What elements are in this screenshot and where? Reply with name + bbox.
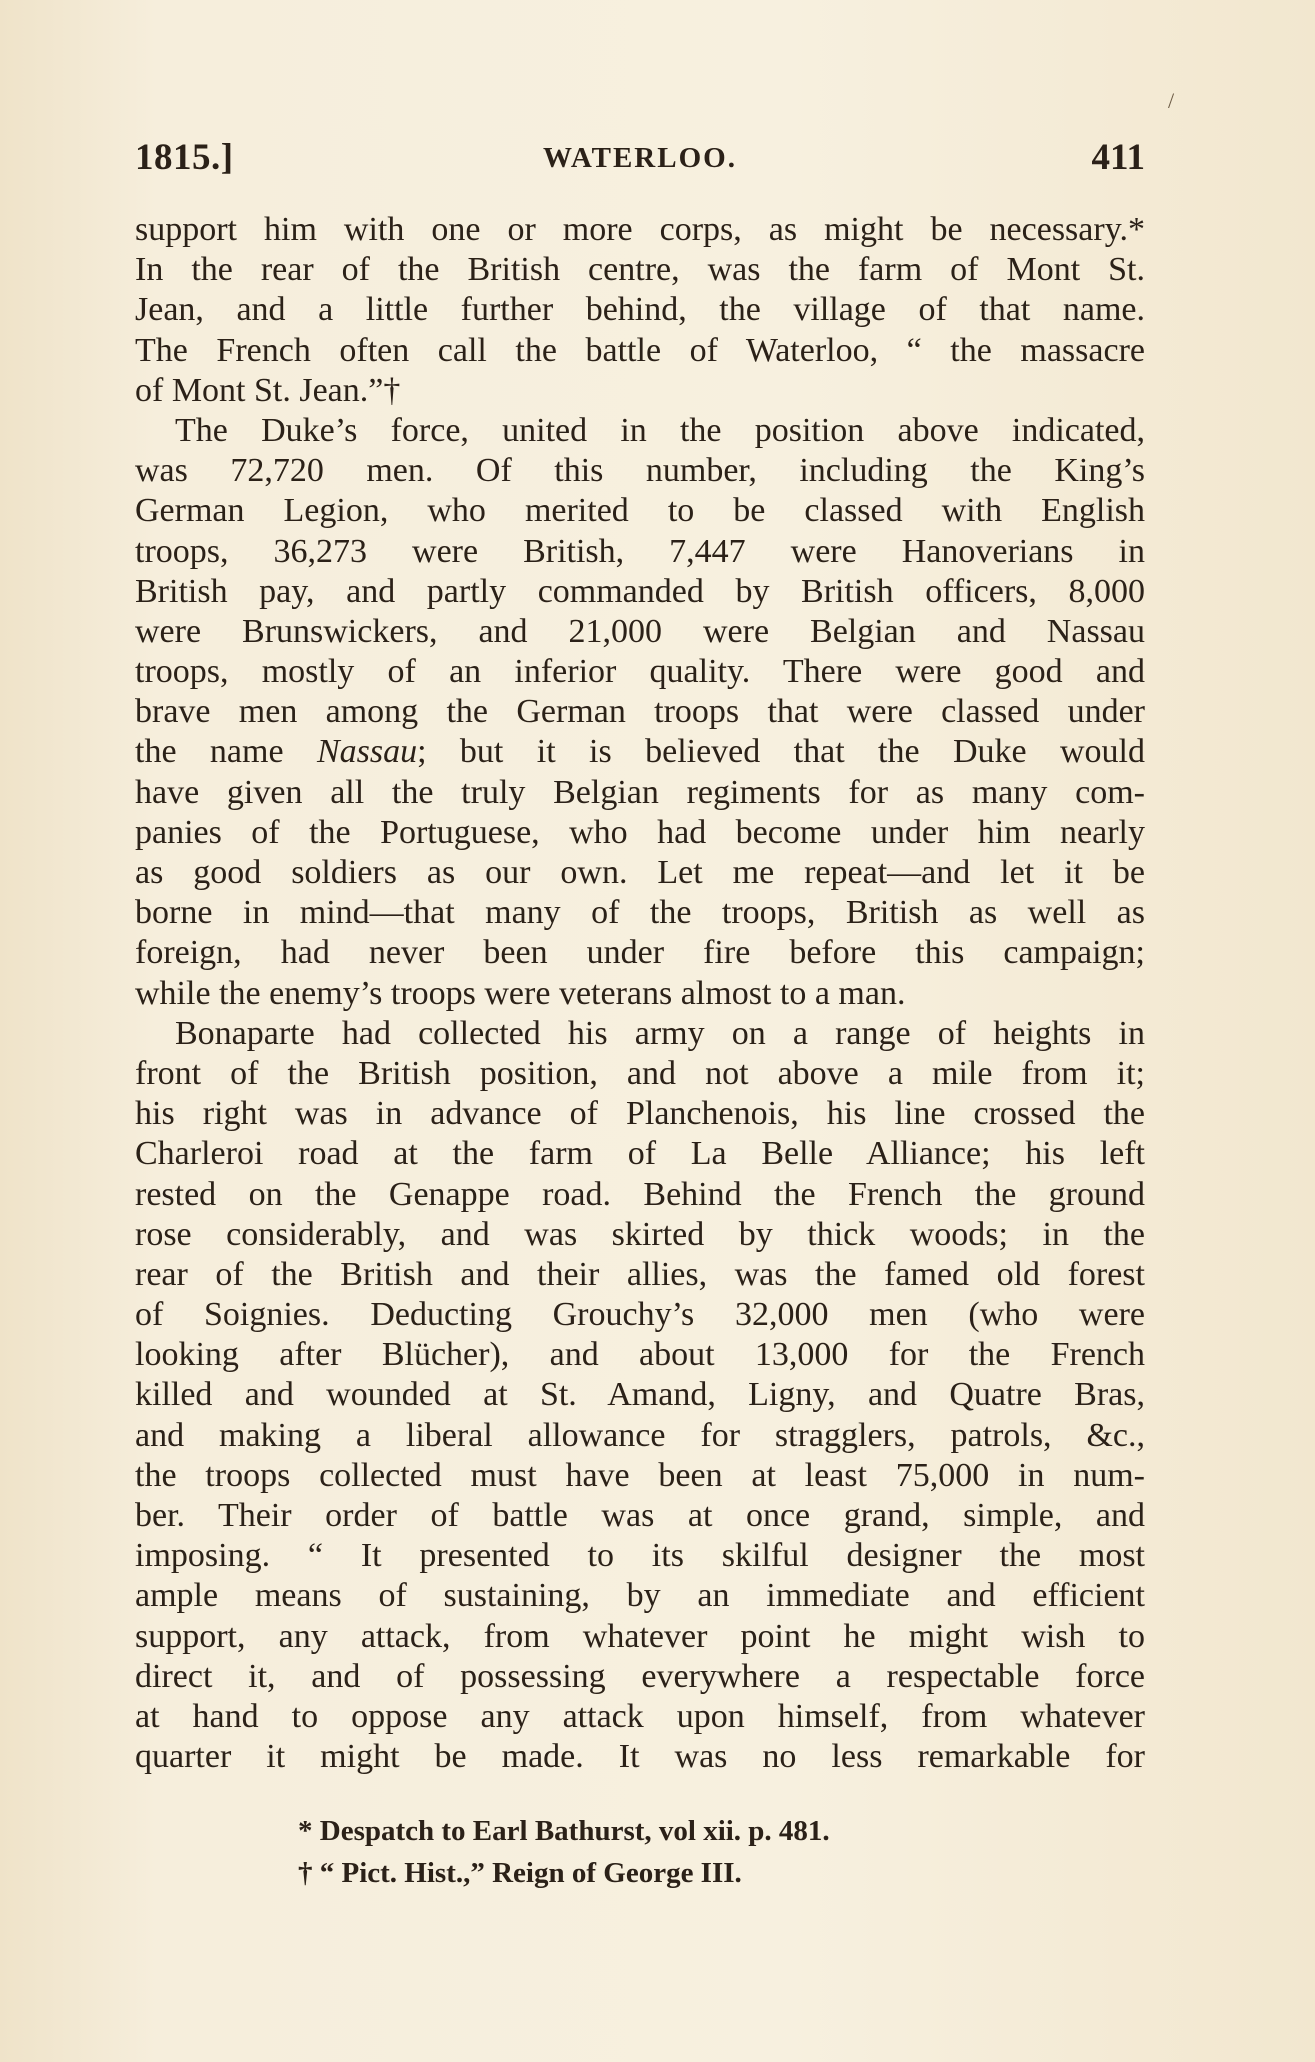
- text-line: at hand to oppose any attack upon himself, from whatever: [135, 1697, 1145, 1735]
- margin-mark: /: [1168, 88, 1175, 113]
- text-line: rear of the British and their allies, was the famed old forest: [135, 1255, 1145, 1293]
- text-line: rose considerably, and was skirted by thick woods; in the: [135, 1215, 1145, 1253]
- text-line: looking after Blücher), and about 13,000 for the French: [135, 1336, 1145, 1374]
- text-line: of Soignies. Deducting Grouchy’s 32,000 men (who were: [135, 1296, 1145, 1334]
- text-line: imposing. “ It presented to its skilful designer the most: [135, 1537, 1145, 1575]
- text-line: Charleroi road at the farm of La Belle Alliance; his left: [135, 1135, 1145, 1173]
- text-line: support him with one or more corps, as might be necessary.*: [135, 211, 1145, 248]
- text-line: In the rear of the British centre, was the farm of Mont St.: [135, 251, 1145, 289]
- body-text: [135, 210, 1145, 1777]
- text-line: foreign, had never been under fire before this campaign;: [135, 934, 1145, 972]
- text-line: as good soldiers as our own. Let me repeat—and let it be: [135, 854, 1145, 891]
- text-line: brave men among the German troops that were classed under: [135, 693, 1145, 731]
- footnote: † “ Pict. Hist.,” Reign of George III.: [298, 1857, 742, 1889]
- running-head-year: 1815.]: [135, 137, 234, 178]
- text-line: of Mont St. Jean.”†: [135, 371, 401, 409]
- text-line: the name Nassau; but it is believed that the Duke would: [135, 733, 1145, 771]
- text-line: were Brunswickers, and 21,000 were Belgian and Nassau: [135, 612, 1145, 650]
- text-line: troops, 36,273 were British, 7,447 were Hanoverians in: [135, 532, 1145, 570]
- text-line: troops, mostly of an inferior quality. There were good and: [135, 653, 1145, 691]
- text-line: killed and wounded at St. Amand, Ligny, and Quatre Bras,: [135, 1376, 1145, 1414]
- text-line: the troops collected must have been at least 75,000 in num-: [135, 1456, 1145, 1494]
- text-line: support, any attack, from whatever point he might wish to: [135, 1617, 1145, 1655]
- running-head-title: WATERLOO.: [543, 142, 737, 174]
- text-line: Bonaparte had collected his army on a range of heights in: [175, 1014, 1145, 1052]
- text-line: borne in mind—that many of the troops, British as well as: [135, 894, 1145, 932]
- page-number: 411: [1091, 137, 1145, 178]
- text-line: was 72,720 men. Of this number, including the King’s: [135, 452, 1145, 490]
- running-head: [135, 136, 1145, 184]
- text-line: front of the British position, and not above a mile from it;: [135, 1054, 1145, 1092]
- text-line: British pay, and partly commanded by British officers, 8,000: [135, 572, 1145, 610]
- text-line: panies of the Portuguese, who had become under him nearly: [135, 813, 1145, 851]
- text-line: German Legion, who merited to be classed with English: [135, 492, 1145, 530]
- text-line: rested on the Genappe road. Behind the French the ground: [135, 1175, 1145, 1213]
- text-line: The French often call the battle of Waterloo, “ the massacre: [135, 331, 1145, 369]
- text-line: direct it, and of possessing everywhere a respectable force: [135, 1657, 1145, 1695]
- footnotes: [298, 1810, 1098, 1894]
- text-line: while the enemy’s troops were veterans almost to a man.: [135, 974, 906, 1012]
- text-line: The Duke’s force, united in the position above indicated,: [175, 411, 1145, 449]
- italic-word: Nassau: [316, 733, 418, 771]
- text-line: ample means of sustaining, by an immediate and efficient: [135, 1577, 1145, 1615]
- text-line: have given all the truly Belgian regiments for as many com-: [135, 773, 1145, 811]
- text-line: his right was in advance of Planchenois, his line crossed the: [135, 1095, 1145, 1133]
- text-line: ber. Their order of battle was at once grand, simple, and: [135, 1497, 1145, 1534]
- footnote: * Despatch to Earl Bathurst, vol xii. p. 481.: [298, 1815, 830, 1847]
- text-line: and making a liberal allowance for stragglers, patrols, &c.,: [135, 1416, 1145, 1454]
- text-line: Jean, and a little further behind, the village of that name.: [135, 291, 1145, 329]
- text-line: quarter it might be made. It was no less remarkable for: [135, 1738, 1145, 1776]
